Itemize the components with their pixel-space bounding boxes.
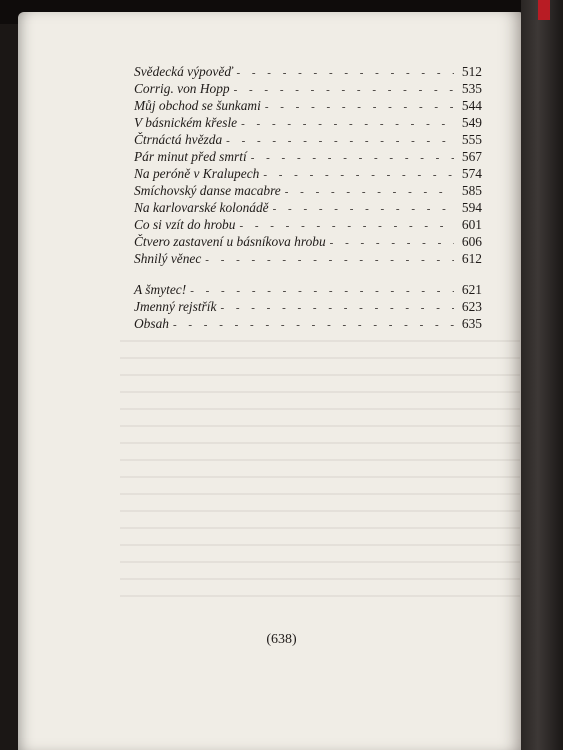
toc-leader (285, 186, 454, 198)
toc-leader (190, 285, 454, 297)
toc-entry (134, 282, 482, 299)
toc-entry-page: 594 (461, 200, 482, 215)
toc-leader (273, 203, 454, 215)
toc-group-2 (134, 282, 482, 333)
toc-entry-title: Na karlovarské kolonádě (134, 200, 269, 215)
toc-entry-page: 621 (461, 282, 482, 297)
toc-entry (134, 132, 482, 149)
toc-entry-page: 635 (461, 316, 482, 331)
toc-leader (220, 302, 454, 314)
toc-entry (134, 234, 482, 251)
toc-entry-title: Jmenný rejstřík (134, 299, 217, 314)
toc-entry (134, 200, 482, 217)
toc-leader (241, 118, 454, 130)
toc-entry-page: 606 (461, 234, 482, 249)
toc-entry (134, 316, 482, 333)
toc-entry-title: Čtrnáctá hvězda (134, 132, 223, 147)
toc-entry-title: Na peróně v Kralupech (134, 166, 260, 181)
toc-entry-title: Pár minut před smrtí (134, 149, 247, 164)
toc-group-1 (134, 64, 482, 268)
toc-leader (205, 254, 454, 266)
toc-entry (134, 299, 482, 316)
toc-leader (265, 101, 454, 113)
toc-entry-page: 555 (461, 132, 482, 147)
toc-leader (173, 319, 454, 331)
toc-entry (134, 251, 482, 268)
toc-entry-title: Můj obchod se šunkami (134, 98, 261, 113)
toc-entry-page: 574 (461, 166, 482, 181)
toc-entry (134, 98, 482, 115)
toc-entry-page: 549 (461, 115, 482, 130)
toc-entry-page: 601 (461, 217, 482, 232)
toc-entry-page: 535 (461, 81, 482, 96)
toc-entry-title: Shnilý věnec (134, 251, 202, 266)
toc-entry (134, 217, 482, 234)
toc-entry-title: Smíchovský danse macabre (134, 183, 281, 198)
cover-edge-red (538, 0, 550, 20)
toc-entry-title: Svědecká výpověď (134, 64, 233, 79)
toc-leader (239, 220, 454, 232)
toc-entry-title: V básnickém křesle (134, 115, 238, 130)
page-number: (638) (266, 632, 297, 647)
toc-entry-page: 567 (461, 149, 482, 164)
show-through-text (120, 330, 520, 610)
toc-entry-page: 544 (461, 98, 482, 113)
toc-entry (134, 149, 482, 166)
toc-leader (251, 152, 454, 164)
toc-entry (134, 166, 482, 183)
toc-entry-page: 623 (461, 299, 482, 314)
toc-entry-page: 612 (461, 251, 482, 266)
toc-entry-page: 512 (461, 64, 482, 79)
toc-entry-title: Corrig. von Hopp (134, 81, 230, 96)
toc-leader (226, 135, 454, 147)
toc-leader (234, 84, 454, 96)
toc-entry-title: A šmytec! (134, 282, 187, 297)
toc-entry-page: 585 (461, 183, 482, 198)
toc-entry (134, 64, 482, 81)
toc-leader (263, 169, 454, 181)
toc-entry (134, 81, 482, 98)
toc-entry (134, 183, 482, 200)
toc-entry-title: Co si vzít do hrobu (134, 217, 236, 232)
table-of-contents (134, 64, 482, 333)
toc-leader (236, 67, 454, 79)
toc-spacer (134, 268, 482, 282)
toc-entry (134, 115, 482, 132)
toc-leader (330, 237, 454, 249)
toc-entry-title: Obsah (134, 316, 169, 331)
toc-entry-title: Čtvero zastavení u básníkova hrobu (134, 234, 326, 249)
